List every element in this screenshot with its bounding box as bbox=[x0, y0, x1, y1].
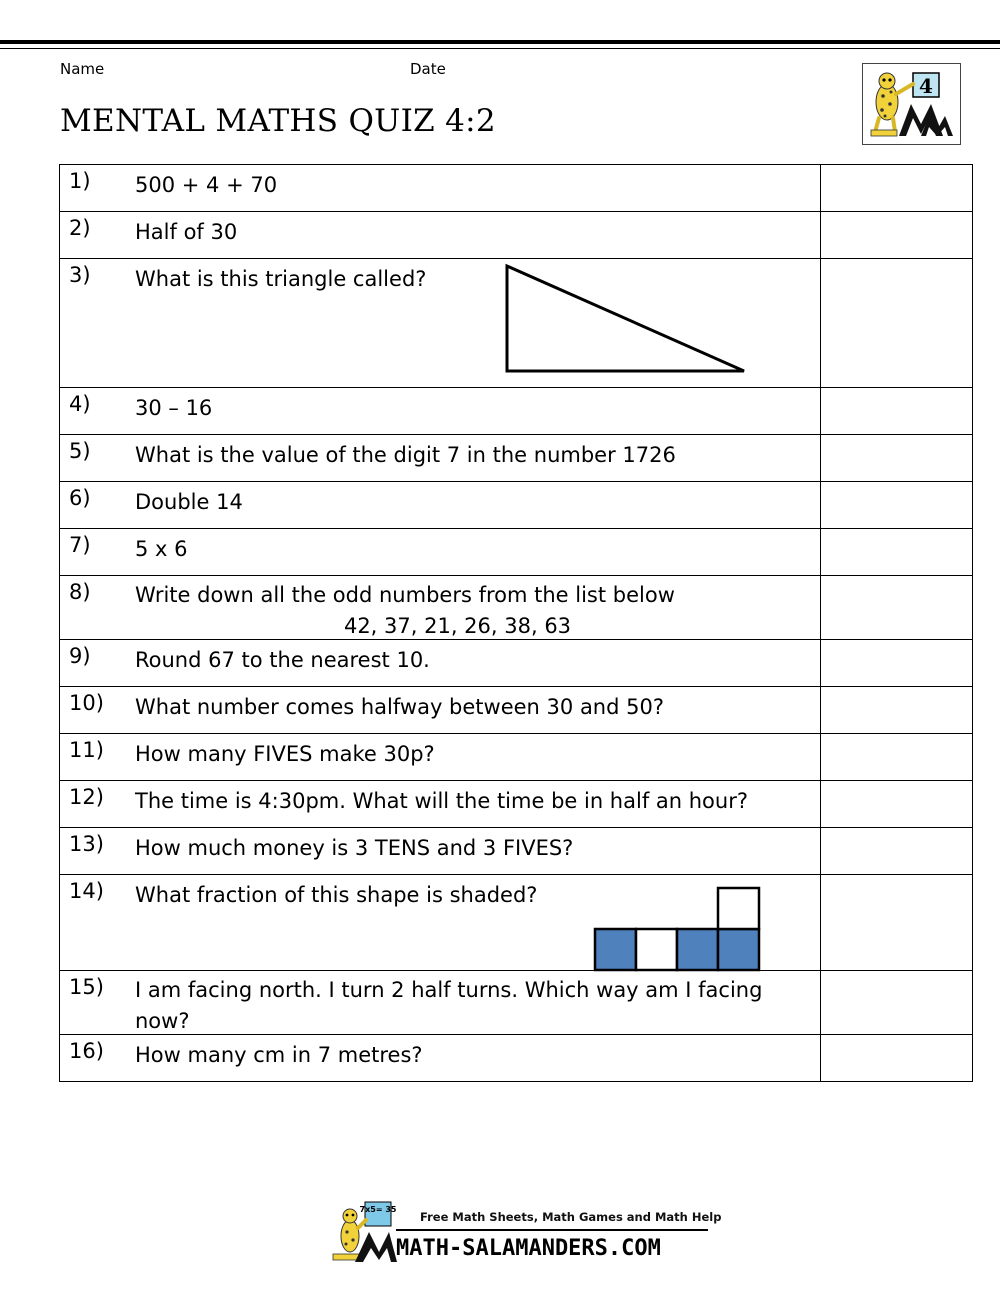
question-text: The time is 4:30pm. What will the time be in half an hour? bbox=[135, 789, 748, 813]
question-row-11 bbox=[60, 734, 973, 781]
shaded-square bbox=[718, 929, 759, 970]
question-text: I am facing north. I turn 2 half turns. Which way am I facing now? bbox=[135, 978, 763, 1033]
question-text: Double 14 bbox=[135, 490, 243, 514]
logo-grade-number: 4 bbox=[919, 74, 933, 98]
question-text: Half of 30 bbox=[135, 220, 238, 244]
footer-logo-equation: 7x5= 35 bbox=[359, 1205, 397, 1214]
answer-cell[interactable] bbox=[821, 781, 973, 828]
question-text: 500 + 4 + 70 bbox=[135, 173, 278, 197]
answer-cell[interactable] bbox=[821, 165, 973, 212]
question-number: 2) bbox=[69, 216, 91, 240]
question-number: 9) bbox=[69, 644, 91, 668]
answer-cell[interactable] bbox=[821, 259, 973, 388]
salamander-logo bbox=[862, 63, 961, 145]
date-label: Date bbox=[410, 60, 446, 78]
question-row-3 bbox=[60, 259, 973, 388]
question-text: Write down all the odd numbers from the list below bbox=[135, 583, 675, 607]
question-text: 5 x 6 bbox=[135, 537, 188, 561]
question-number: 6) bbox=[69, 486, 91, 510]
question-text: How many FIVES make 30p? bbox=[135, 742, 435, 766]
question-number: 14) bbox=[69, 879, 104, 903]
question-row-13 bbox=[60, 828, 973, 875]
question-number: 8) bbox=[69, 580, 91, 604]
answer-cell[interactable] bbox=[821, 576, 973, 640]
question-row-9 bbox=[60, 640, 973, 687]
question-row-7 bbox=[60, 529, 973, 576]
answer-cell[interactable] bbox=[821, 388, 973, 435]
question-row-12 bbox=[60, 781, 973, 828]
question-number: 12) bbox=[69, 785, 104, 809]
answer-cell[interactable] bbox=[821, 828, 973, 875]
top-rule-thin bbox=[0, 48, 1000, 49]
question-text: What is the value of the digit 7 in the number 1726 bbox=[135, 443, 676, 467]
page-title: MENTAL MATHS QUIZ 4:2 bbox=[60, 103, 496, 139]
question-text: How much money is 3 TENS and 3 FIVES? bbox=[135, 836, 574, 860]
answer-cell[interactable] bbox=[821, 435, 973, 482]
question-row-6 bbox=[60, 482, 973, 529]
answer-cell[interactable] bbox=[821, 687, 973, 734]
question-row-8 bbox=[60, 576, 973, 640]
shaded-square bbox=[595, 929, 636, 970]
question-row-14 bbox=[60, 875, 973, 971]
question-number: 11) bbox=[69, 738, 104, 762]
question-number: 1) bbox=[69, 169, 91, 193]
number-list: 42, 37, 21, 26, 38, 63 bbox=[343, 614, 572, 638]
question-number: 10) bbox=[69, 691, 104, 715]
question-row-1 bbox=[60, 165, 973, 212]
question-number: 7) bbox=[69, 533, 91, 557]
question-number: 13) bbox=[69, 832, 104, 856]
answer-cell[interactable] bbox=[821, 971, 973, 1035]
question-number: 15) bbox=[69, 975, 104, 999]
question-text: What fraction of this shape is shaded? bbox=[135, 883, 538, 907]
name-label: Name bbox=[60, 60, 105, 78]
question-text: How many cm in 7 metres? bbox=[135, 1043, 423, 1067]
question-number: 3) bbox=[69, 263, 91, 287]
answer-cell[interactable] bbox=[821, 529, 973, 576]
footer-rule bbox=[396, 1229, 708, 1231]
question-row-10 bbox=[60, 687, 973, 734]
answer-cell[interactable] bbox=[821, 1035, 973, 1082]
question-text: 30 – 16 bbox=[135, 396, 213, 420]
question-text: What is this triangle called? bbox=[135, 267, 427, 291]
footer-site-name: MATH-SALAMANDERS.COM bbox=[396, 1236, 661, 1261]
fraction-shape-figure bbox=[593, 886, 761, 972]
shaded-square bbox=[677, 929, 718, 970]
salamander-icon bbox=[863, 64, 960, 144]
answer-cell[interactable] bbox=[821, 482, 973, 529]
unshaded-square bbox=[636, 929, 677, 970]
question-row-5 bbox=[60, 435, 973, 482]
question-row-2 bbox=[60, 212, 973, 259]
top-rule bbox=[0, 40, 1000, 44]
unshaded-square bbox=[718, 888, 759, 929]
answer-cell[interactable] bbox=[821, 640, 973, 687]
right-triangle-figure bbox=[504, 263, 748, 375]
question-text: What number comes halfway between 30 and 50? bbox=[135, 695, 664, 719]
answer-cell[interactable] bbox=[821, 212, 973, 259]
question-row-4 bbox=[60, 388, 973, 435]
question-row-16 bbox=[60, 1035, 973, 1082]
question-number: 5) bbox=[69, 439, 91, 463]
question-text: Round 67 to the nearest 10. bbox=[135, 648, 430, 672]
quiz-table bbox=[59, 164, 973, 1082]
answer-cell[interactable] bbox=[821, 734, 973, 781]
question-row-15 bbox=[60, 971, 973, 1035]
question-number: 16) bbox=[69, 1039, 104, 1063]
footer-tagline: Free Math Sheets, Math Games and Math Help bbox=[420, 1210, 722, 1224]
answer-cell[interactable] bbox=[821, 875, 973, 971]
question-number: 4) bbox=[69, 392, 91, 416]
